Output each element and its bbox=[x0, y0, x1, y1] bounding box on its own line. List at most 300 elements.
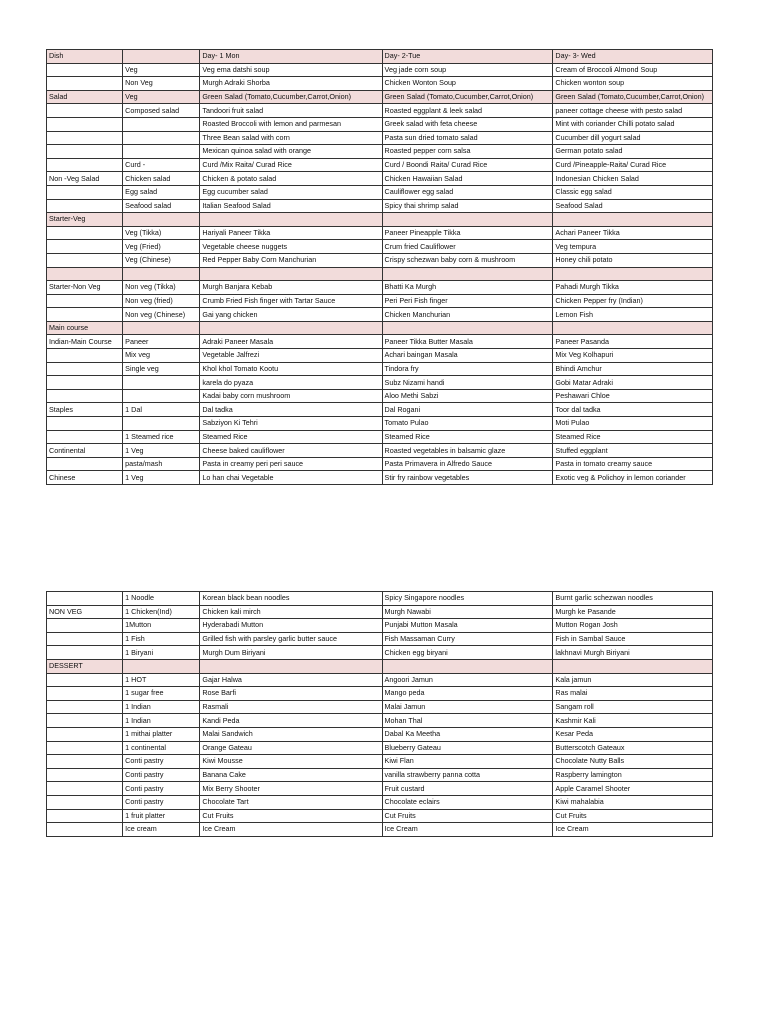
table-cell: lakhnavi Murgh Biriyani bbox=[553, 646, 713, 660]
table-cell: Cut Fruits bbox=[553, 809, 713, 823]
table-cell: Mohan Thal bbox=[382, 714, 553, 728]
table-row bbox=[47, 727, 713, 741]
table-cell bbox=[553, 321, 713, 335]
table-row bbox=[47, 104, 713, 118]
table-cell bbox=[47, 700, 123, 714]
table-cell: Hyderabadi Mutton bbox=[200, 619, 382, 633]
table-cell: Classic egg salad bbox=[553, 185, 713, 199]
table-cell: Kadai baby corn mushroom bbox=[200, 389, 382, 403]
table-cell bbox=[47, 131, 123, 145]
table-cell: Red Pepper Baby Corn Manchurian bbox=[200, 253, 382, 267]
table-cell: Paneer Tikka Butter Masala bbox=[382, 335, 553, 349]
table-cell: Korean black bean noodles bbox=[200, 592, 382, 606]
table-cell: Ice Cream bbox=[382, 823, 553, 837]
table-cell bbox=[123, 376, 200, 390]
table-cell: Tandoori fruit salad bbox=[200, 104, 382, 118]
table-row bbox=[47, 632, 713, 646]
table-row bbox=[47, 199, 713, 213]
table-cell: Crum fried Cauliflower bbox=[382, 240, 553, 254]
table-cell bbox=[47, 592, 123, 606]
table-row bbox=[47, 659, 713, 673]
table-cell bbox=[123, 417, 200, 431]
table-cell: Non -Veg Salad bbox=[47, 172, 123, 186]
table-cell: Paneer Pasanda bbox=[553, 335, 713, 349]
table-row bbox=[47, 117, 713, 131]
table-cell: 1 Biryani bbox=[123, 646, 200, 660]
table-cell: Gajar Halwa bbox=[200, 673, 382, 687]
table-cell: Conti pastry bbox=[123, 755, 200, 769]
table-cell bbox=[47, 77, 123, 91]
table-cell: Ice Cream bbox=[200, 823, 382, 837]
table-row bbox=[47, 294, 713, 308]
table-cell bbox=[47, 632, 123, 646]
table-cell: Mango peda bbox=[382, 687, 553, 701]
table-cell: NON VEG bbox=[47, 605, 123, 619]
table-cell bbox=[123, 117, 200, 131]
table-cell bbox=[382, 659, 553, 673]
table-cell: Orange Gateau bbox=[200, 741, 382, 755]
table-cell: Pasta sun dried tomato salad bbox=[382, 131, 553, 145]
table-cell: Malai Sandwich bbox=[200, 727, 382, 741]
table-cell: Cut Fruits bbox=[200, 809, 382, 823]
table-cell: Crispy schezwan baby corn & mushroom bbox=[382, 253, 553, 267]
table-cell: Burnt garlic schezwan noodles bbox=[553, 592, 713, 606]
table-row bbox=[47, 308, 713, 322]
table-row bbox=[47, 349, 713, 363]
table-cell bbox=[47, 185, 123, 199]
table-cell: 1 Steamed rice bbox=[123, 430, 200, 444]
table-cell bbox=[47, 646, 123, 660]
table-cell: Raspberry lamington bbox=[553, 768, 713, 782]
table-row bbox=[47, 782, 713, 796]
table-cell: Veg ema datshi soup bbox=[200, 63, 382, 77]
table-cell: Pahadi Murgh Tikka bbox=[553, 281, 713, 295]
table-cell: Day- 2-Tue bbox=[382, 50, 553, 64]
table-cell: Moti Pulao bbox=[553, 417, 713, 431]
table-cell: Chicken egg biryani bbox=[382, 646, 553, 660]
table-cell: Veg (Chinese) bbox=[123, 253, 200, 267]
table-cell bbox=[47, 457, 123, 471]
table-cell: 1 sugar free bbox=[123, 687, 200, 701]
table-cell: Three Bean salad with corn bbox=[200, 131, 382, 145]
table-cell: Steamed Rice bbox=[200, 430, 382, 444]
table-cell: Stuffed eggplant bbox=[553, 444, 713, 458]
table-cell bbox=[47, 741, 123, 755]
table-cell: Apple Caramel Shooter bbox=[553, 782, 713, 796]
table-row bbox=[47, 77, 713, 91]
table-cell: Salad bbox=[47, 90, 123, 104]
table-cell bbox=[47, 308, 123, 322]
table-cell: Roasted Broccoli with lemon and parmesan bbox=[200, 117, 382, 131]
table-row bbox=[47, 267, 713, 281]
table-cell: Roasted pepper corn salsa bbox=[382, 145, 553, 159]
table-cell: Conti pastry bbox=[123, 768, 200, 782]
table-cell: Achari Paneer Tikka bbox=[553, 226, 713, 240]
table-cell bbox=[47, 63, 123, 77]
table-cell: Achari baingan Masala bbox=[382, 349, 553, 363]
table-cell: Punjabi Mutton Masala bbox=[382, 619, 553, 633]
table-cell: Rasmali bbox=[200, 700, 382, 714]
table-cell: Veg (Tikka) bbox=[123, 226, 200, 240]
table-cell: Chicken Pepper fry (Indian) bbox=[553, 294, 713, 308]
table-cell: Chicken Wonton Soup bbox=[382, 77, 553, 91]
table-cell bbox=[47, 755, 123, 769]
table-cell: 1 HOT bbox=[123, 673, 200, 687]
table-cell: Stir fry rainbow vegetables bbox=[382, 471, 553, 485]
table-cell: Kashmir Kali bbox=[553, 714, 713, 728]
table-cell: 1 Fish bbox=[123, 632, 200, 646]
table-cell bbox=[200, 659, 382, 673]
table-cell: Gai yang chicken bbox=[200, 308, 382, 322]
table-cell bbox=[47, 687, 123, 701]
table-cell: Peri Peri Fish finger bbox=[382, 294, 553, 308]
table-cell: Banana Cake bbox=[200, 768, 382, 782]
table-cell: pasta/mash bbox=[123, 457, 200, 471]
table-cell: 1 mithai platter bbox=[123, 727, 200, 741]
table-cell bbox=[123, 659, 200, 673]
table-cell bbox=[47, 619, 123, 633]
table-cell: Steamed Rice bbox=[553, 430, 713, 444]
table-row bbox=[47, 646, 713, 660]
table-cell bbox=[47, 673, 123, 687]
table-row bbox=[47, 700, 713, 714]
table-cell bbox=[47, 795, 123, 809]
table-cell: Roasted eggplant & leek salad bbox=[382, 104, 553, 118]
table-cell: Non veg (fried) bbox=[123, 294, 200, 308]
table-cell: Kiwi mahalabia bbox=[553, 795, 713, 809]
table-cell: Day- 1 Mon bbox=[200, 50, 382, 64]
table-cell: 1 Chicken(Ind) bbox=[123, 605, 200, 619]
table-cell: 1 continental bbox=[123, 741, 200, 755]
table-row bbox=[47, 444, 713, 458]
table-cell: Dish bbox=[47, 50, 123, 64]
table-cell: Kiwi Mousse bbox=[200, 755, 382, 769]
table-cell bbox=[123, 145, 200, 159]
table-cell: Non veg (Tikka) bbox=[123, 281, 200, 295]
table-cell: Cut Fruits bbox=[382, 809, 553, 823]
table-cell: Fish in Sambal Sauce bbox=[553, 632, 713, 646]
table-cell bbox=[47, 376, 123, 390]
table-cell: Composed salad bbox=[123, 104, 200, 118]
table-cell: Murgh Dum Biriyani bbox=[200, 646, 382, 660]
table-cell: Butterscotch Gateaux bbox=[553, 741, 713, 755]
table-cell: Chocolate eclairs bbox=[382, 795, 553, 809]
table-cell: Chicken & potato salad bbox=[200, 172, 382, 186]
table-cell bbox=[123, 131, 200, 145]
table-cell bbox=[200, 267, 382, 281]
table-cell: Conti pastry bbox=[123, 782, 200, 796]
table-cell: Tindora fry bbox=[382, 362, 553, 376]
table-row bbox=[47, 389, 713, 403]
table-cell: Green Salad (Tomato,Cucumber,Carrot,Onion) bbox=[553, 90, 713, 104]
table-cell: Malai Jamun bbox=[382, 700, 553, 714]
table-cell bbox=[47, 145, 123, 159]
table-row bbox=[47, 755, 713, 769]
table-row bbox=[47, 417, 713, 431]
menu-table-bottom bbox=[46, 591, 713, 837]
table-cell: 1 Indian bbox=[123, 700, 200, 714]
table-cell: Fruit custard bbox=[382, 782, 553, 796]
table-row bbox=[47, 240, 713, 254]
table-cell bbox=[123, 50, 200, 64]
table-cell: Dal Rogani bbox=[382, 403, 553, 417]
table-cell: Kiwi Flan bbox=[382, 755, 553, 769]
table-cell: Vegetable Jalfrezi bbox=[200, 349, 382, 363]
table-row bbox=[47, 63, 713, 77]
table-cell: DESSERT bbox=[47, 659, 123, 673]
table-cell bbox=[47, 430, 123, 444]
table-cell: Aloo Methi Sabzi bbox=[382, 389, 553, 403]
menu-table-body bbox=[47, 592, 713, 837]
table-cell: Sabziyon Ki Tehri bbox=[200, 417, 382, 431]
table-cell: Indian-Main Course bbox=[47, 335, 123, 349]
table-cell: Green Salad (Tomato,Cucumber,Carrot,Onion) bbox=[382, 90, 553, 104]
table-cell: Chocolate Nutty Balls bbox=[553, 755, 713, 769]
table-cell: Dal tadka bbox=[200, 403, 382, 417]
table-cell: Adraki Paneer Masala bbox=[200, 335, 382, 349]
table-cell: Paneer bbox=[123, 335, 200, 349]
table-cell: Continental bbox=[47, 444, 123, 458]
table-row bbox=[47, 131, 713, 145]
table-cell bbox=[47, 782, 123, 796]
table-cell: Kala jamun bbox=[553, 673, 713, 687]
table-cell: Mix Veg Kolhapuri bbox=[553, 349, 713, 363]
table-cell bbox=[47, 823, 123, 837]
table-cell: 1 fruit platter bbox=[123, 809, 200, 823]
table-row bbox=[47, 795, 713, 809]
table-cell: Ras malai bbox=[553, 687, 713, 701]
table-row bbox=[47, 471, 713, 485]
table-cell bbox=[123, 267, 200, 281]
table-cell bbox=[47, 727, 123, 741]
table-cell bbox=[47, 267, 123, 281]
table-cell: Chicken Manchurian bbox=[382, 308, 553, 322]
table-cell: Ice Cream bbox=[553, 823, 713, 837]
table-cell: Lemon Fish bbox=[553, 308, 713, 322]
table-row bbox=[47, 741, 713, 755]
table-cell: Lo han chai Vegetable bbox=[200, 471, 382, 485]
table-cell bbox=[553, 659, 713, 673]
table-row bbox=[47, 335, 713, 349]
table-cell: Curd /Pineapple-Raita/ Curad Rice bbox=[553, 158, 713, 172]
table-cell: Toor dal tadka bbox=[553, 403, 713, 417]
table-cell: Chicken wonton soup bbox=[553, 77, 713, 91]
table-cell: Mexican quinoa salad with orange bbox=[200, 145, 382, 159]
table-cell bbox=[382, 321, 553, 335]
table-cell: Blueberry Gateau bbox=[382, 741, 553, 755]
table-cell bbox=[47, 158, 123, 172]
table-cell: 1 Veg bbox=[123, 471, 200, 485]
table-cell: Honey chili potato bbox=[553, 253, 713, 267]
table-cell: Pasta in tomato creamy sauce bbox=[553, 457, 713, 471]
table-cell: Veg (Fried) bbox=[123, 240, 200, 254]
table-row bbox=[47, 457, 713, 471]
table-cell: Spicy Singapore noodles bbox=[382, 592, 553, 606]
table-cell: Gobi Matar Adraki bbox=[553, 376, 713, 390]
table-cell: Hariyali Paneer Tikka bbox=[200, 226, 382, 240]
table-cell: Roasted vegetables in balsamic glaze bbox=[382, 444, 553, 458]
table-row bbox=[47, 213, 713, 227]
table-cell: Non Veg bbox=[123, 77, 200, 91]
table-cell: Staples bbox=[47, 403, 123, 417]
table-cell bbox=[47, 349, 123, 363]
table-cell: Starter-Non Veg bbox=[47, 281, 123, 295]
table-cell: Chicken salad bbox=[123, 172, 200, 186]
table-cell: Ice cream bbox=[123, 823, 200, 837]
table-row bbox=[47, 605, 713, 619]
table-row bbox=[47, 90, 713, 104]
table-cell bbox=[47, 226, 123, 240]
table-cell: 1Mutton bbox=[123, 619, 200, 633]
table-cell: Paneer Pineapple Tikka bbox=[382, 226, 553, 240]
table-cell: 1 Veg bbox=[123, 444, 200, 458]
table-cell: Pasta Primavera in Alfredo Sauce bbox=[382, 457, 553, 471]
table-cell: Seafood salad bbox=[123, 199, 200, 213]
table-cell: Murgh ke Pasande bbox=[553, 605, 713, 619]
table-cell: Murgh Nawabi bbox=[382, 605, 553, 619]
table-cell: Angoori Jamun bbox=[382, 673, 553, 687]
table-cell: 1 Indian bbox=[123, 714, 200, 728]
table-cell: Egg salad bbox=[123, 185, 200, 199]
table-cell: Vegetable cheese nuggets bbox=[200, 240, 382, 254]
table-cell bbox=[47, 714, 123, 728]
table-cell bbox=[123, 321, 200, 335]
table-cell: Conti pastry bbox=[123, 795, 200, 809]
table-cell: Veg jade corn soup bbox=[382, 63, 553, 77]
table-cell bbox=[47, 768, 123, 782]
table-cell bbox=[553, 213, 713, 227]
table-cell: Main course bbox=[47, 321, 123, 335]
table-row bbox=[47, 145, 713, 159]
table-cell bbox=[47, 362, 123, 376]
table-cell bbox=[553, 267, 713, 281]
table-cell: Subz Nizami handi bbox=[382, 376, 553, 390]
table-row bbox=[47, 430, 713, 444]
table-cell: Single veg bbox=[123, 362, 200, 376]
table-cell: Cucumber dill yogurt salad bbox=[553, 131, 713, 145]
table-cell: Veg tempura bbox=[553, 240, 713, 254]
table-cell bbox=[123, 389, 200, 403]
table-cell: Egg cucumber salad bbox=[200, 185, 382, 199]
table-row bbox=[47, 50, 713, 64]
table-cell: Khol khol Tomato Kootu bbox=[200, 362, 382, 376]
table-cell: Exotic veg & Polichoy in lemon coriander bbox=[553, 471, 713, 485]
table-cell: Cauliflower egg salad bbox=[382, 185, 553, 199]
table-row bbox=[47, 253, 713, 267]
table-row bbox=[47, 619, 713, 633]
table-row bbox=[47, 172, 713, 186]
table-row bbox=[47, 158, 713, 172]
table-cell bbox=[123, 213, 200, 227]
table-cell: Mix veg bbox=[123, 349, 200, 363]
table-cell: Green Salad (Tomato,Cucumber,Carrot,Onion) bbox=[200, 90, 382, 104]
table-cell bbox=[47, 809, 123, 823]
table-cell bbox=[47, 389, 123, 403]
table-cell: Cheese baked cauliflower bbox=[200, 444, 382, 458]
table-cell: Curd /Mix Raita/ Curad Rice bbox=[200, 158, 382, 172]
table-cell: Starter-Veg bbox=[47, 213, 123, 227]
table-row bbox=[47, 403, 713, 417]
table-cell: Mint with coriander Chilli potato salad bbox=[553, 117, 713, 131]
table-row bbox=[47, 687, 713, 701]
table-row bbox=[47, 376, 713, 390]
table-row bbox=[47, 823, 713, 837]
table-cell: Italian Seafood Salad bbox=[200, 199, 382, 213]
table-cell: Mutton Rogan Josh bbox=[553, 619, 713, 633]
table-cell: Rose Barfi bbox=[200, 687, 382, 701]
table-row bbox=[47, 592, 713, 606]
table-cell: karela do pyaza bbox=[200, 376, 382, 390]
table-cell bbox=[200, 213, 382, 227]
table-row bbox=[47, 714, 713, 728]
table-row bbox=[47, 768, 713, 782]
table-cell: Chinese bbox=[47, 471, 123, 485]
table-row bbox=[47, 809, 713, 823]
table-cell: Day- 3- Wed bbox=[553, 50, 713, 64]
table-cell: Sangam roll bbox=[553, 700, 713, 714]
table-cell bbox=[200, 321, 382, 335]
table-cell: Steamed Rice bbox=[382, 430, 553, 444]
table-cell: Tomato Pulao bbox=[382, 417, 553, 431]
table-cell: German potato salad bbox=[553, 145, 713, 159]
table-cell: Murgh Adraki Shorba bbox=[200, 77, 382, 91]
table-cell: Dabal Ka Meetha bbox=[382, 727, 553, 741]
table-cell: Bhindi Amchur bbox=[553, 362, 713, 376]
table-row bbox=[47, 321, 713, 335]
table-cell: Grilled fish with parsley garlic butter sauce bbox=[200, 632, 382, 646]
table-cell: Indonesian Chicken Salad bbox=[553, 172, 713, 186]
table-cell: Seafood Salad bbox=[553, 199, 713, 213]
table-cell: Curd / Boondi Raita/ Curad Rice bbox=[382, 158, 553, 172]
table-row bbox=[47, 226, 713, 240]
table-cell: Veg bbox=[123, 63, 200, 77]
table-cell: Crumb Fried Fish finger with Tartar Sauce bbox=[200, 294, 382, 308]
table-cell: Chicken Hawaiian Salad bbox=[382, 172, 553, 186]
table-cell bbox=[382, 213, 553, 227]
table-row bbox=[47, 673, 713, 687]
table-cell bbox=[47, 417, 123, 431]
table-row bbox=[47, 185, 713, 199]
menu-table-body bbox=[47, 50, 713, 485]
table-cell: Bhatti Ka Murgh bbox=[382, 281, 553, 295]
table-row bbox=[47, 362, 713, 376]
table-cell: Chicken kali mirch bbox=[200, 605, 382, 619]
table-cell: Kandi Peda bbox=[200, 714, 382, 728]
table-cell: vanilla strawberry panna cotta bbox=[382, 768, 553, 782]
table-cell: Murgh Banjara Kebab bbox=[200, 281, 382, 295]
table-cell: Veg bbox=[123, 90, 200, 104]
table-row bbox=[47, 281, 713, 295]
table-cell: Non veg (Chinese) bbox=[123, 308, 200, 322]
table-cell: Mix Berry Shooter bbox=[200, 782, 382, 796]
table-cell: Greek salad with feta cheese bbox=[382, 117, 553, 131]
table-cell: Kesar Peda bbox=[553, 727, 713, 741]
table-cell: paneer cottage cheese with pesto salad bbox=[553, 104, 713, 118]
table-cell: Spicy thai shrimp salad bbox=[382, 199, 553, 213]
table-cell bbox=[47, 117, 123, 131]
table-cell bbox=[47, 199, 123, 213]
table-cell: Fish Massaman Curry bbox=[382, 632, 553, 646]
table-cell: Cream of Broccoli Almond Soup bbox=[553, 63, 713, 77]
table-cell: 1 Noodle bbox=[123, 592, 200, 606]
table-cell: Pasta in creamy peri peri sauce bbox=[200, 457, 382, 471]
table-cell: Curd - bbox=[123, 158, 200, 172]
table-cell bbox=[47, 240, 123, 254]
table-cell: 1 Dal bbox=[123, 403, 200, 417]
table-cell: Peshawari Chloe bbox=[553, 389, 713, 403]
table-cell bbox=[382, 267, 553, 281]
table-cell bbox=[47, 253, 123, 267]
